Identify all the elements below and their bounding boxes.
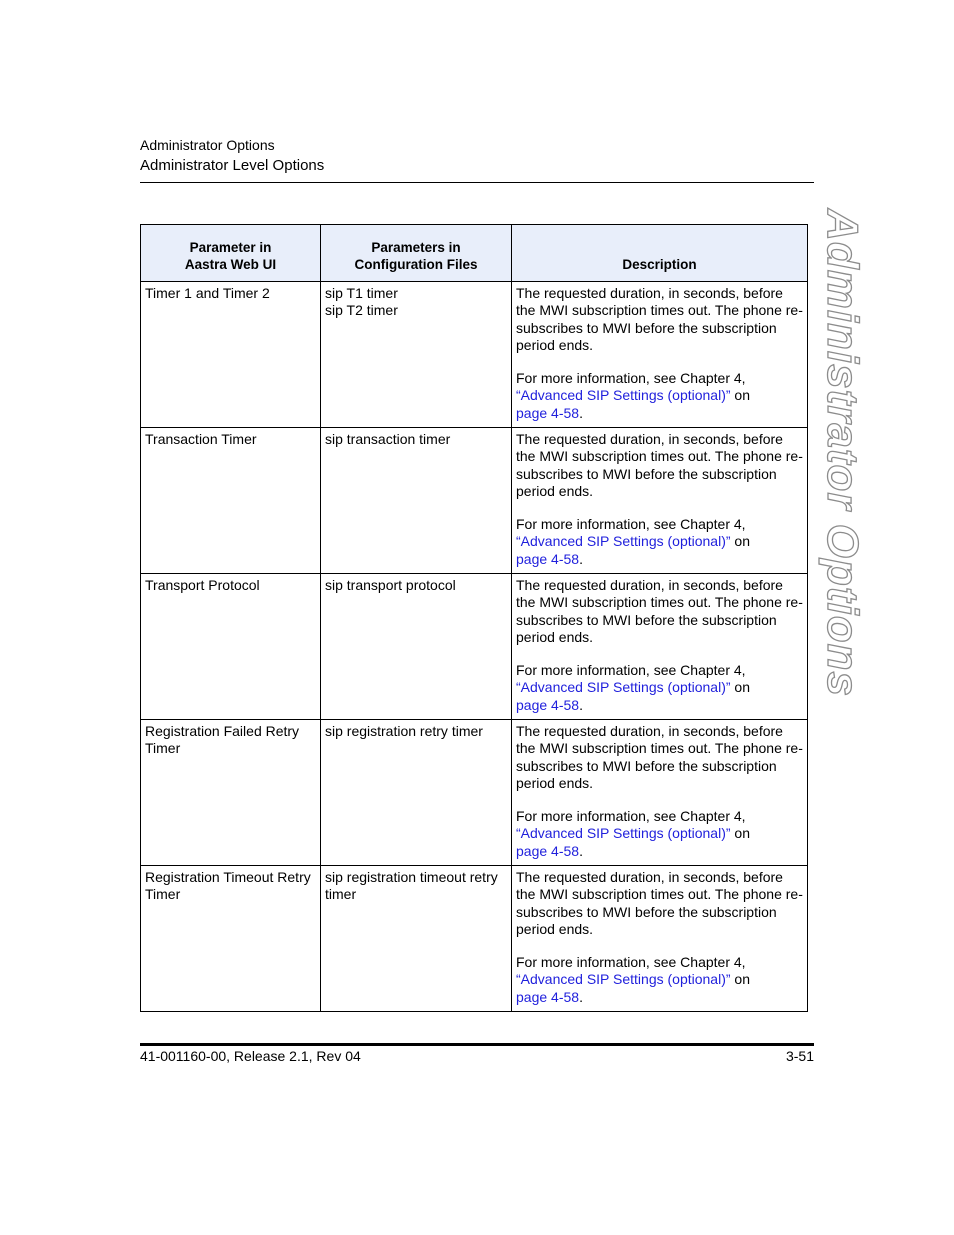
section-link[interactable]: “Advanced SIP Settings (optional)”	[516, 679, 731, 696]
header-rule	[140, 182, 814, 183]
table-row	[141, 720, 808, 866]
reference-prefix: For more information, see Chapter 4,	[516, 516, 746, 533]
config-param: sip T1 timer	[325, 285, 398, 301]
description-text: The requested duration, in seconds, before the MWI subscription times out. The phone re-subscribes to MWI before the subscription period ends.	[516, 577, 803, 645]
description-cell	[512, 428, 808, 574]
config-param: sip transport protocol	[325, 577, 456, 593]
description-cell	[512, 282, 808, 428]
table-row	[141, 428, 808, 574]
table-row	[141, 282, 808, 428]
reference-end: .	[579, 404, 583, 421]
section-link[interactable]: “Advanced SIP Settings (optional)”	[516, 533, 731, 550]
page-link[interactable]: page 4-58	[516, 988, 580, 1005]
page-link[interactable]: page 4-58	[516, 404, 580, 421]
param-cell: Registration Timeout Retry Timer	[141, 866, 321, 1012]
side-chapter-title	[818, 209, 867, 697]
config-param: sip T2 timer	[325, 302, 398, 319]
config-cell	[321, 720, 512, 866]
description-text: The requested duration, in seconds, before the MWI subscription times out. The phone re-subscribes to MWI before the subscription period ends.	[516, 869, 803, 937]
column-header-line: Configuration Files	[354, 257, 478, 272]
section-link[interactable]: “Advanced SIP Settings (optional)”	[516, 971, 731, 988]
reference-on: on	[730, 387, 750, 404]
description-cell	[512, 574, 808, 720]
config-cell	[321, 282, 512, 428]
column-header-line: Description	[622, 257, 697, 272]
section-link[interactable]: “Advanced SIP Settings (optional)”	[516, 387, 731, 404]
table-row	[141, 574, 808, 720]
page-link[interactable]: page 4-58	[516, 550, 580, 567]
reference-on: on	[730, 825, 750, 842]
footer-doc-id: 41-001160-00, Release 2.1, Rev 04	[140, 1048, 361, 1064]
param-cell: Timer 1 and Timer 2	[141, 282, 321, 428]
reference-on: on	[730, 971, 750, 988]
reference-end: .	[579, 696, 583, 713]
config-cell	[321, 866, 512, 1012]
table-header-row	[141, 225, 808, 282]
description-text: The requested duration, in seconds, before the MWI subscription times out. The phone re-subscribes to MWI before the subscription period ends.	[516, 723, 803, 791]
config-param: sip transaction timer	[325, 431, 451, 447]
description-text: The requested duration, in seconds, before the MWI subscription times out. The phone re-subscribes to MWI before the subscription period ends.	[516, 431, 803, 499]
reference-end: .	[579, 842, 583, 859]
column-header-description	[512, 225, 808, 282]
description-text: The requested duration, in seconds, before the MWI subscription times out. The phone re-subscribes to MWI before the subscription period ends.	[516, 285, 803, 353]
page-link[interactable]: page 4-58	[516, 696, 580, 713]
config-cell	[321, 574, 512, 720]
column-header-line: Parameters in	[371, 240, 461, 255]
config-param: sip registration timeout retry timer	[325, 869, 498, 903]
reference-prefix: For more information, see Chapter 4,	[516, 662, 746, 679]
param-cell: Registration Failed Retry Timer	[141, 720, 321, 866]
reference-prefix: For more information, see Chapter 4,	[516, 808, 746, 825]
param-cell: Transaction Timer	[141, 428, 321, 574]
reference-on: on	[730, 679, 750, 696]
reference-end: .	[579, 550, 583, 567]
running-header-section: Administrator Options	[140, 137, 275, 153]
reference-prefix: For more information, see Chapter 4,	[516, 954, 746, 971]
config-param: sip registration retry timer	[325, 723, 483, 739]
description-cell	[512, 720, 808, 866]
column-header-line: Parameter in	[189, 240, 272, 255]
page-link[interactable]: page 4-58	[516, 842, 580, 859]
side-chapter-title-text: Administrator Options	[818, 209, 867, 697]
parameters-table	[140, 224, 808, 1012]
reference-prefix: For more information, see Chapter 4,	[516, 370, 746, 387]
table-row	[141, 866, 808, 1012]
reference-on: on	[730, 533, 750, 550]
running-header-subsection: Administrator Level Options	[140, 157, 325, 174]
section-link[interactable]: “Advanced SIP Settings (optional)”	[516, 825, 731, 842]
description-cell	[512, 866, 808, 1012]
column-header-line: Aastra Web UI	[184, 257, 277, 272]
column-header-config-files	[321, 225, 512, 282]
footer-rule	[140, 1043, 814, 1046]
column-header-web-ui	[141, 225, 321, 282]
reference-end: .	[579, 988, 583, 1005]
config-cell	[321, 428, 512, 574]
param-cell: Transport Protocol	[141, 574, 321, 720]
footer-page-number: 3-51	[785, 1048, 814, 1064]
